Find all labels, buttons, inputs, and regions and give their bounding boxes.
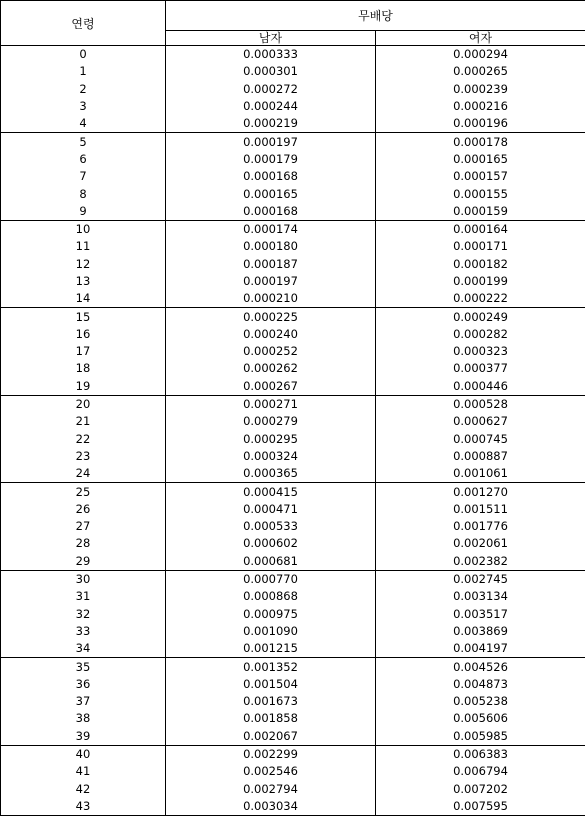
- age-cell: 3: [1, 98, 166, 115]
- table-row: [1, 606, 585, 623]
- male-rate-cell: 0.000295: [166, 431, 376, 448]
- age-cell: 37: [1, 693, 166, 710]
- female-rate-cell: 0.000528: [376, 395, 585, 413]
- table-row: [1, 308, 585, 326]
- table-row: [1, 518, 585, 535]
- female-rate-cell: 0.004197: [376, 640, 585, 658]
- age-cell: 23: [1, 448, 166, 465]
- female-rate-cell: 0.005238: [376, 693, 585, 710]
- table-row: [1, 273, 585, 290]
- table-row: [1, 658, 585, 676]
- age-cell: 5: [1, 133, 166, 151]
- male-rate-cell: 0.001090: [166, 623, 376, 640]
- age-cell: 43: [1, 798, 166, 816]
- male-rate-cell: 0.000975: [166, 606, 376, 623]
- table-row: [1, 501, 585, 518]
- age-cell: 24: [1, 465, 166, 483]
- table-row: [1, 395, 585, 413]
- male-rate-cell: 0.000174: [166, 220, 376, 238]
- age-cell: 4: [1, 115, 166, 133]
- female-rate-cell: 0.006383: [376, 745, 585, 763]
- female-rate-cell: 0.002061: [376, 535, 585, 552]
- male-rate-cell: 0.000471: [166, 501, 376, 518]
- table-row: [1, 360, 585, 377]
- table-row: [1, 168, 585, 185]
- female-rate-cell: 0.007595: [376, 798, 585, 816]
- male-header: 남자: [166, 31, 376, 46]
- age-cell: 41: [1, 763, 166, 780]
- female-rate-cell: 0.003517: [376, 606, 585, 623]
- female-rate-cell: 0.000182: [376, 256, 585, 273]
- age-cell: 36: [1, 676, 166, 693]
- table-row: [1, 290, 585, 308]
- female-rate-cell: 0.001511: [376, 501, 585, 518]
- age-cell: 22: [1, 431, 166, 448]
- age-cell: 18: [1, 360, 166, 377]
- table-row: [1, 553, 585, 571]
- age-cell: 26: [1, 501, 166, 518]
- female-rate-cell: 0.005606: [376, 710, 585, 727]
- table-row: [1, 483, 585, 501]
- male-rate-cell: 0.000279: [166, 413, 376, 430]
- male-rate-cell: 0.000681: [166, 553, 376, 571]
- male-rate-cell: 0.001352: [166, 658, 376, 676]
- table-row: [1, 326, 585, 343]
- age-cell: 0: [1, 46, 166, 64]
- female-rate-cell: 0.000745: [376, 431, 585, 448]
- table-body: [1, 46, 585, 816]
- table-row: [1, 676, 585, 693]
- female-rate-cell: 0.000377: [376, 360, 585, 377]
- table-row: [1, 185, 585, 202]
- table-row: [1, 63, 585, 80]
- age-cell: 32: [1, 606, 166, 623]
- female-rate-cell: 0.001776: [376, 518, 585, 535]
- age-cell: 14: [1, 290, 166, 308]
- table-row: [1, 623, 585, 640]
- age-cell: 17: [1, 343, 166, 360]
- age-cell: 39: [1, 728, 166, 746]
- age-cell: 9: [1, 203, 166, 221]
- male-rate-cell: 0.001858: [166, 710, 376, 727]
- male-rate-cell: 0.000533: [166, 518, 376, 535]
- male-rate-cell: 0.000868: [166, 588, 376, 605]
- female-rate-cell: 0.000157: [376, 168, 585, 185]
- table-row: [1, 203, 585, 221]
- male-rate-cell: 0.000324: [166, 448, 376, 465]
- female-rate-cell: 0.002382: [376, 553, 585, 571]
- female-rate-cell: 0.000178: [376, 133, 585, 151]
- male-rate-cell: 0.000272: [166, 81, 376, 98]
- table-row: [1, 413, 585, 430]
- male-rate-cell: 0.000262: [166, 360, 376, 377]
- female-rate-cell: 0.005985: [376, 728, 585, 746]
- age-cell: 10: [1, 220, 166, 238]
- table-row: [1, 640, 585, 658]
- female-rate-cell: 0.000265: [376, 63, 585, 80]
- age-cell: 7: [1, 168, 166, 185]
- male-rate-cell: 0.000415: [166, 483, 376, 501]
- age-cell: 28: [1, 535, 166, 552]
- male-rate-cell: 0.000225: [166, 308, 376, 326]
- male-rate-cell: 0.002299: [166, 745, 376, 763]
- male-rate-cell: 0.001504: [166, 676, 376, 693]
- male-rate-cell: 0.001673: [166, 693, 376, 710]
- age-cell: 13: [1, 273, 166, 290]
- table-row: [1, 220, 585, 238]
- table-row: [1, 238, 585, 255]
- age-cell: 27: [1, 518, 166, 535]
- female-rate-cell: 0.000164: [376, 220, 585, 238]
- female-rate-cell: 0.000199: [376, 273, 585, 290]
- female-rate-cell: 0.006794: [376, 763, 585, 780]
- age-cell: 25: [1, 483, 166, 501]
- age-header: 연령: [1, 1, 166, 46]
- table-row: [1, 448, 585, 465]
- female-rate-cell: 0.000294: [376, 46, 585, 64]
- male-rate-cell: 0.000179: [166, 151, 376, 168]
- table-row: [1, 763, 585, 780]
- female-rate-cell: 0.003134: [376, 588, 585, 605]
- male-rate-cell: 0.000252: [166, 343, 376, 360]
- female-rate-cell: 0.000239: [376, 81, 585, 98]
- female-rate-cell: 0.000171: [376, 238, 585, 255]
- male-rate-cell: 0.002546: [166, 763, 376, 780]
- table-row: [1, 780, 585, 797]
- male-rate-cell: 0.000197: [166, 133, 376, 151]
- female-rate-cell: 0.001061: [376, 465, 585, 483]
- age-cell: 19: [1, 378, 166, 396]
- male-rate-cell: 0.000165: [166, 185, 376, 202]
- female-rate-cell: 0.000249: [376, 308, 585, 326]
- table-row: [1, 728, 585, 746]
- male-rate-cell: 0.002794: [166, 780, 376, 797]
- female-rate-cell: 0.003869: [376, 623, 585, 640]
- table-row: [1, 465, 585, 483]
- male-rate-cell: 0.000602: [166, 535, 376, 552]
- table-row: [1, 151, 585, 168]
- table-row: [1, 98, 585, 115]
- table-row: [1, 710, 585, 727]
- male-rate-cell: 0.000210: [166, 290, 376, 308]
- male-rate-cell: 0.000197: [166, 273, 376, 290]
- female-rate-cell: 0.000887: [376, 448, 585, 465]
- male-rate-cell: 0.000365: [166, 465, 376, 483]
- age-cell: 35: [1, 658, 166, 676]
- table-row: [1, 343, 585, 360]
- age-cell: 16: [1, 326, 166, 343]
- age-cell: 38: [1, 710, 166, 727]
- female-rate-cell: 0.002745: [376, 570, 585, 588]
- age-cell: 8: [1, 185, 166, 202]
- table-row: [1, 535, 585, 552]
- age-cell: 20: [1, 395, 166, 413]
- table-row: [1, 378, 585, 396]
- male-rate-cell: 0.000770: [166, 570, 376, 588]
- table-row: [1, 81, 585, 98]
- table-row: [1, 588, 585, 605]
- group-header: 무배당: [166, 1, 585, 31]
- female-rate-cell: 0.000216: [376, 98, 585, 115]
- table-row: [1, 693, 585, 710]
- age-cell: 30: [1, 570, 166, 588]
- age-cell: 6: [1, 151, 166, 168]
- age-cell: 21: [1, 413, 166, 430]
- age-cell: 2: [1, 81, 166, 98]
- male-rate-cell: 0.000168: [166, 203, 376, 221]
- female-rate-cell: 0.000446: [376, 378, 585, 396]
- table-row: [1, 431, 585, 448]
- female-rate-cell: 0.000323: [376, 343, 585, 360]
- age-cell: 11: [1, 238, 166, 255]
- age-cell: 33: [1, 623, 166, 640]
- age-cell: 15: [1, 308, 166, 326]
- male-rate-cell: 0.000187: [166, 256, 376, 273]
- female-rate-cell: 0.004526: [376, 658, 585, 676]
- female-rate-cell: 0.000155: [376, 185, 585, 202]
- male-rate-cell: 0.000168: [166, 168, 376, 185]
- table-row: [1, 133, 585, 151]
- table-row: [1, 115, 585, 133]
- age-cell: 1: [1, 63, 166, 80]
- male-rate-cell: 0.000267: [166, 378, 376, 396]
- age-cell: 29: [1, 553, 166, 571]
- male-rate-cell: 0.000240: [166, 326, 376, 343]
- female-rate-cell: 0.000196: [376, 115, 585, 133]
- table-header: [1, 1, 585, 46]
- male-rate-cell: 0.000271: [166, 395, 376, 413]
- table-row: [1, 570, 585, 588]
- female-rate-cell: 0.004873: [376, 676, 585, 693]
- female-rate-cell: 0.000222: [376, 290, 585, 308]
- male-rate-cell: 0.000180: [166, 238, 376, 255]
- female-rate-cell: 0.007202: [376, 780, 585, 797]
- age-cell: 31: [1, 588, 166, 605]
- age-cell: 42: [1, 780, 166, 797]
- female-rate-cell: 0.000282: [376, 326, 585, 343]
- female-rate-cell: 0.000159: [376, 203, 585, 221]
- male-rate-cell: 0.000244: [166, 98, 376, 115]
- table-row: [1, 46, 585, 64]
- age-cell: 34: [1, 640, 166, 658]
- male-rate-cell: 0.003034: [166, 798, 376, 816]
- table-row: [1, 745, 585, 763]
- male-rate-cell: 0.000219: [166, 115, 376, 133]
- female-header: 여자: [376, 31, 585, 46]
- male-rate-cell: 0.000333: [166, 46, 376, 64]
- female-rate-cell: 0.000165: [376, 151, 585, 168]
- age-cell: 40: [1, 745, 166, 763]
- female-rate-cell: 0.000627: [376, 413, 585, 430]
- table-row: [1, 256, 585, 273]
- male-rate-cell: 0.000301: [166, 63, 376, 80]
- age-cell: 12: [1, 256, 166, 273]
- female-rate-cell: 0.001270: [376, 483, 585, 501]
- male-rate-cell: 0.001215: [166, 640, 376, 658]
- table-row: [1, 798, 585, 816]
- male-rate-cell: 0.002067: [166, 728, 376, 746]
